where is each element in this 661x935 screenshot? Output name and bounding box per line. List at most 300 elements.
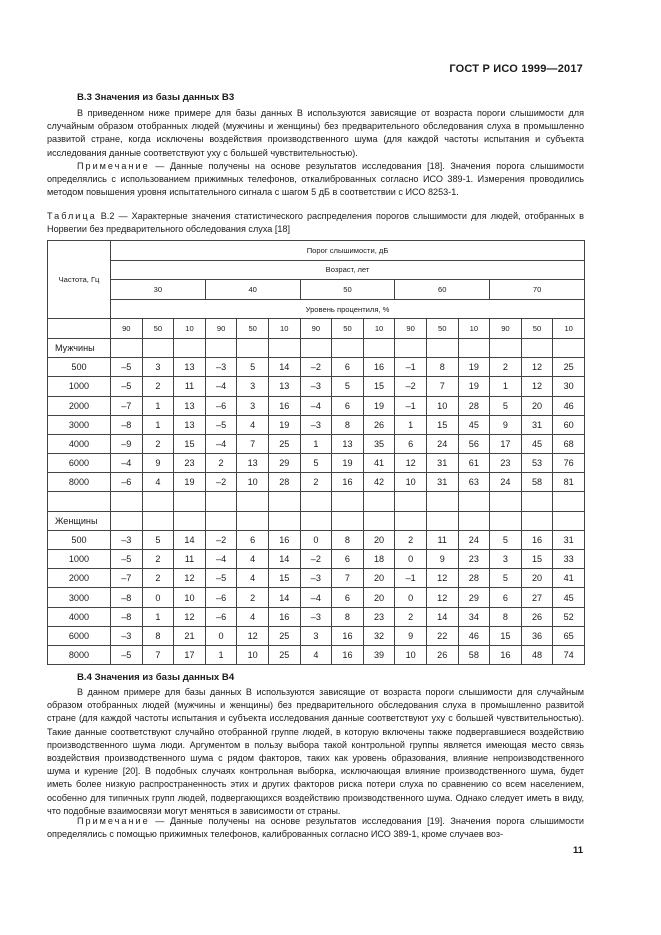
table-header-row xyxy=(48,299,585,319)
empty-cell xyxy=(300,338,332,357)
table-cell: 12 xyxy=(521,377,553,396)
table-cell: 10 xyxy=(395,645,427,664)
note-label: Примечание xyxy=(77,816,150,826)
table-cell: 23 xyxy=(490,454,522,473)
table-cell: –6 xyxy=(205,588,237,607)
table-cell: 2 xyxy=(142,550,174,569)
table-cell: 10 xyxy=(426,396,458,415)
empty-cell xyxy=(237,511,269,530)
table-cell: 4 xyxy=(237,550,269,569)
table-row xyxy=(48,550,585,569)
table-cell: 13 xyxy=(174,415,206,434)
table-cell: 16 xyxy=(332,626,364,645)
table-cell: 1 xyxy=(205,645,237,664)
table-cell: 16 xyxy=(332,645,364,664)
frequency-cell: 2000 xyxy=(48,569,111,588)
table-cell: 5 xyxy=(300,454,332,473)
note-text: — Данные получены на основе результатов исследования [19]. Значения порога слышимости определялись с помощью прижимных телефонов, калиброванных согласно ИСО 389-1, кроме случаев воз- xyxy=(47,816,584,840)
table-cell: 19 xyxy=(174,473,206,492)
frequency-cell: 1000 xyxy=(48,377,111,396)
table-cell: 39 xyxy=(363,645,395,664)
table-cell: –5 xyxy=(111,377,143,396)
table-cell: 12 xyxy=(174,607,206,626)
age-group-header: 70 xyxy=(490,280,585,300)
empty-cell xyxy=(426,338,458,357)
percentile-cell: 90 xyxy=(205,319,237,339)
table-cell: –2 xyxy=(395,377,427,396)
table-spacer-row xyxy=(48,492,585,511)
table-caption xyxy=(47,210,584,236)
table-cell: 1 xyxy=(490,377,522,396)
empty-cell xyxy=(553,338,585,357)
table-cell: –5 xyxy=(205,569,237,588)
table-cell: 8 xyxy=(332,530,364,549)
table-cell: 41 xyxy=(363,454,395,473)
empty-cell xyxy=(268,338,300,357)
table-cell: 15 xyxy=(490,626,522,645)
table-cell: 56 xyxy=(458,434,490,453)
percentile-cell: 10 xyxy=(363,319,395,339)
section-b4-heading: B.4 Значения из базы данных B4 xyxy=(77,672,235,683)
table-cell: –3 xyxy=(300,569,332,588)
table-cell: 14 xyxy=(174,530,206,549)
table-cell: 26 xyxy=(521,607,553,626)
table-cell: 5 xyxy=(237,358,269,377)
frequency-cell: 4000 xyxy=(48,607,111,626)
empty-cell xyxy=(363,492,395,511)
empty-cell xyxy=(48,319,111,339)
table-row xyxy=(48,358,585,377)
table-cell: 31 xyxy=(521,415,553,434)
table-cell: 9 xyxy=(426,550,458,569)
table-cell: 2 xyxy=(142,569,174,588)
age-header: Возраст, лет xyxy=(111,260,585,280)
table-cell: 53 xyxy=(521,454,553,473)
percentile-cell: 50 xyxy=(521,319,553,339)
table-cell: 5 xyxy=(490,530,522,549)
table-row xyxy=(48,626,585,645)
table-cell: 10 xyxy=(237,473,269,492)
table-cell: 23 xyxy=(458,550,490,569)
table-cell: 12 xyxy=(395,454,427,473)
table-cell: 24 xyxy=(490,473,522,492)
empty-cell xyxy=(490,511,522,530)
table-cell: 2 xyxy=(490,358,522,377)
table-cell: 13 xyxy=(174,358,206,377)
section-b3-paragraph: В приведенном ниже примере для базы данных B используются зависящие от возраста пороги слышимости для случайным образом отобранных людей (мужчины и женщины) без предварительного обследования слуха в промышленно развитой стране, когда исключены воздействия производственного шума (для каждой частоты испытания и субъекта исследования данные соответствуют уху с большей чувствительностью). xyxy=(47,108,584,158)
table-cell: 9 xyxy=(142,454,174,473)
table-cell: 3 xyxy=(300,626,332,645)
table-cell: –6 xyxy=(205,607,237,626)
table-cell: –5 xyxy=(111,645,143,664)
table-cell: 25 xyxy=(553,358,585,377)
table-cell: 14 xyxy=(268,588,300,607)
table-cell: 20 xyxy=(363,530,395,549)
table-cell: 26 xyxy=(426,645,458,664)
table-cell: 13 xyxy=(332,434,364,453)
table-cell: 0 xyxy=(395,550,427,569)
table-cell: –8 xyxy=(111,415,143,434)
table-cell: 12 xyxy=(174,569,206,588)
empty-cell xyxy=(521,338,553,357)
empty-cell xyxy=(174,492,206,511)
table-cell: 58 xyxy=(521,473,553,492)
table-cell: 46 xyxy=(553,396,585,415)
table-cell: 2 xyxy=(395,607,427,626)
frequency-column-header: Частота, Гц xyxy=(48,241,111,319)
percentile-cell: 10 xyxy=(553,319,585,339)
table-cell: 23 xyxy=(363,607,395,626)
empty-cell xyxy=(458,492,490,511)
table-row xyxy=(48,377,585,396)
table-cell: –4 xyxy=(111,454,143,473)
frequency-cell: 3000 xyxy=(48,588,111,607)
table-cell: 1 xyxy=(142,415,174,434)
table-cell: 30 xyxy=(553,377,585,396)
table-cell: 31 xyxy=(426,473,458,492)
table-cell: 17 xyxy=(490,434,522,453)
percentile-cell: 90 xyxy=(490,319,522,339)
table-cell: –1 xyxy=(395,358,427,377)
table-caption-label: Таблица xyxy=(47,211,97,221)
table-cell: 8 xyxy=(490,607,522,626)
table-cell: 2 xyxy=(300,473,332,492)
table-cell: 20 xyxy=(521,396,553,415)
age-group-header: 50 xyxy=(300,280,395,300)
frequency-cell: 500 xyxy=(48,530,111,549)
empty-cell xyxy=(395,492,427,511)
empty-cell xyxy=(458,511,490,530)
table-cell: 35 xyxy=(363,434,395,453)
table-cell: 19 xyxy=(458,377,490,396)
table-cell: 28 xyxy=(268,473,300,492)
table-cell: 16 xyxy=(268,530,300,549)
table-row xyxy=(48,434,585,453)
table-cell: 14 xyxy=(268,550,300,569)
table-cell: –2 xyxy=(300,358,332,377)
table-cell: 8 xyxy=(332,607,364,626)
table-cell: 13 xyxy=(237,454,269,473)
table-cell: 4 xyxy=(237,607,269,626)
table-row xyxy=(48,645,585,664)
empty-cell xyxy=(553,492,585,511)
empty-cell xyxy=(332,338,364,357)
table-cell: 2 xyxy=(142,434,174,453)
table-cell: –3 xyxy=(111,530,143,549)
table-cell: –4 xyxy=(205,550,237,569)
frequency-cell: 4000 xyxy=(48,434,111,453)
table-cell: 3 xyxy=(237,377,269,396)
empty-cell xyxy=(205,492,237,511)
empty-cell xyxy=(458,338,490,357)
table-cell: 4 xyxy=(300,645,332,664)
table-cell: 74 xyxy=(553,645,585,664)
table-header-row xyxy=(48,260,585,280)
table-cell: –2 xyxy=(300,550,332,569)
frequency-cell: 8000 xyxy=(48,645,111,664)
empty-cell xyxy=(553,511,585,530)
table-cell: –3 xyxy=(111,626,143,645)
page-number: 11 xyxy=(572,845,583,856)
table-cell: 9 xyxy=(395,626,427,645)
empty-cell xyxy=(332,511,364,530)
table-cell: 18 xyxy=(363,550,395,569)
table-cell: 6 xyxy=(332,358,364,377)
percentile-cell: 90 xyxy=(111,319,143,339)
empty-cell xyxy=(363,338,395,357)
empty-cell xyxy=(237,492,269,511)
table-row xyxy=(48,396,585,415)
table-cell: 7 xyxy=(426,377,458,396)
table-cell: 16 xyxy=(490,645,522,664)
table-cell: 3 xyxy=(142,358,174,377)
percentile-cell: 50 xyxy=(426,319,458,339)
empty-cell xyxy=(205,511,237,530)
empty-cell xyxy=(111,338,143,357)
table-cell: 6 xyxy=(332,396,364,415)
frequency-cell: 3000 xyxy=(48,415,111,434)
table-cell: 16 xyxy=(521,530,553,549)
threshold-header: Порог слышимости, дБ xyxy=(111,241,585,261)
table-cell: –6 xyxy=(205,396,237,415)
table-cell: 12 xyxy=(237,626,269,645)
table-cell: 13 xyxy=(268,377,300,396)
table-cell: 13 xyxy=(174,396,206,415)
table-cell: 22 xyxy=(426,626,458,645)
frequency-cell: 2000 xyxy=(48,396,111,415)
table-cell: –1 xyxy=(395,569,427,588)
table-cell: –3 xyxy=(300,377,332,396)
table-cell: 8 xyxy=(142,626,174,645)
note-text: — Данные получены на основе результатов исследования [18]. Значения порога слышимости определялись с использованием прижимных телефонов, откалиброванных согласно ИСО 389-1. Измерения проводились методом повышения уровня испытательного сигнала с шагом 5 дБ в соответствии с ИСО 8253-1. xyxy=(47,161,584,198)
table-cell: 10 xyxy=(237,645,269,664)
table-cell: –5 xyxy=(111,550,143,569)
table-cell: 20 xyxy=(363,569,395,588)
table-cell: 31 xyxy=(553,530,585,549)
table-header-row xyxy=(48,280,585,300)
hearing-threshold-table xyxy=(47,240,585,665)
table-cell: 24 xyxy=(458,530,490,549)
table-cell: 15 xyxy=(521,550,553,569)
table-cell: 14 xyxy=(268,358,300,377)
table-cell: 41 xyxy=(553,569,585,588)
table-cell: –5 xyxy=(205,415,237,434)
table-row xyxy=(48,569,585,588)
percentile-cell: 90 xyxy=(395,319,427,339)
table-cell: 25 xyxy=(268,645,300,664)
table-cell: 32 xyxy=(363,626,395,645)
table-cell: 11 xyxy=(426,530,458,549)
table-cell: 15 xyxy=(363,377,395,396)
table-cell: 16 xyxy=(268,607,300,626)
table-cell: 31 xyxy=(426,454,458,473)
table-cell: 11 xyxy=(174,377,206,396)
table-group-row xyxy=(48,511,585,530)
table-cell: 19 xyxy=(363,396,395,415)
table-cell: 4 xyxy=(237,569,269,588)
empty-cell xyxy=(490,338,522,357)
empty-cell xyxy=(205,338,237,357)
table-header-row xyxy=(48,241,585,261)
table-cell: 16 xyxy=(332,473,364,492)
empty-cell xyxy=(48,492,111,511)
table-cell: –4 xyxy=(205,434,237,453)
empty-cell xyxy=(142,338,174,357)
table-cell: –2 xyxy=(205,473,237,492)
table-cell: 9 xyxy=(490,415,522,434)
empty-cell xyxy=(426,492,458,511)
table-cell: 33 xyxy=(553,550,585,569)
age-group-header: 60 xyxy=(395,280,490,300)
section-b3-note xyxy=(47,160,584,200)
table-cell: –4 xyxy=(205,377,237,396)
table-cell: 45 xyxy=(553,588,585,607)
table-cell: 6 xyxy=(490,588,522,607)
table-cell: 25 xyxy=(268,626,300,645)
percentile-header: Уровень процентиля, % xyxy=(111,299,585,319)
table-cell: 58 xyxy=(458,645,490,664)
empty-cell xyxy=(174,511,206,530)
table-cell: 27 xyxy=(521,588,553,607)
table-cell: 4 xyxy=(237,415,269,434)
empty-cell xyxy=(300,492,332,511)
table-cell: 29 xyxy=(268,454,300,473)
table-cell: 2 xyxy=(395,530,427,549)
table-cell: 48 xyxy=(521,645,553,664)
table-cell: –3 xyxy=(300,607,332,626)
table-cell: 2 xyxy=(205,454,237,473)
table-cell: 60 xyxy=(553,415,585,434)
frequency-cell: 6000 xyxy=(48,626,111,645)
table-cell: 68 xyxy=(553,434,585,453)
percentile-cell: 50 xyxy=(142,319,174,339)
table-cell: 0 xyxy=(300,530,332,549)
table-row xyxy=(48,415,585,434)
section-b4-note xyxy=(47,815,584,841)
table-row xyxy=(48,607,585,626)
table-cell: 23 xyxy=(174,454,206,473)
table-cell: 7 xyxy=(332,569,364,588)
table-cell: 12 xyxy=(426,588,458,607)
percentile-cell: 50 xyxy=(237,319,269,339)
table-cell: 0 xyxy=(395,588,427,607)
table-cell: 24 xyxy=(426,434,458,453)
table-cell: 19 xyxy=(332,454,364,473)
percentile-cell: 50 xyxy=(332,319,364,339)
empty-cell xyxy=(521,511,553,530)
percentile-cell: 10 xyxy=(268,319,300,339)
table-cell: 15 xyxy=(268,569,300,588)
table-cell: –9 xyxy=(111,434,143,453)
group-label: Мужчины xyxy=(48,338,111,357)
table-cell: 15 xyxy=(174,434,206,453)
table-cell: –8 xyxy=(111,607,143,626)
empty-cell xyxy=(268,492,300,511)
table-cell: 1 xyxy=(300,434,332,453)
table-cell: 17 xyxy=(174,645,206,664)
empty-cell xyxy=(332,492,364,511)
percentile-cell: 10 xyxy=(458,319,490,339)
empty-cell xyxy=(300,511,332,530)
table-cell: –3 xyxy=(300,415,332,434)
table-cell: –4 xyxy=(300,396,332,415)
percentile-cell: 90 xyxy=(300,319,332,339)
table-cell: 6 xyxy=(237,530,269,549)
table-caption-text: B.2 — Характерные значения статистического распределения порогов слышимости для людей, отобранных в Норвегии без предварительного обследования слуха [18] xyxy=(47,211,584,235)
table-cell: 25 xyxy=(268,434,300,453)
table-cell: 2 xyxy=(237,588,269,607)
table-cell: –4 xyxy=(300,588,332,607)
table-cell: 10 xyxy=(395,473,427,492)
table-cell: 8 xyxy=(332,415,364,434)
table-cell: 28 xyxy=(458,569,490,588)
table-cell: 20 xyxy=(363,588,395,607)
table-cell: –7 xyxy=(111,396,143,415)
table-cell: 19 xyxy=(268,415,300,434)
empty-cell xyxy=(363,511,395,530)
empty-cell xyxy=(111,492,143,511)
note-label: Примечание xyxy=(77,161,150,171)
empty-cell xyxy=(490,492,522,511)
section-b3-heading: B.3 Значения из базы данных B3 xyxy=(77,92,235,103)
table-cell: 76 xyxy=(553,454,585,473)
table-row xyxy=(48,530,585,549)
table-cell: 5 xyxy=(142,530,174,549)
table-cell: 20 xyxy=(521,569,553,588)
table-cell: –8 xyxy=(111,588,143,607)
table-cell: 1 xyxy=(395,415,427,434)
empty-cell xyxy=(174,338,206,357)
table-cell: 3 xyxy=(237,396,269,415)
table-cell: 0 xyxy=(205,626,237,645)
percentile-cell: 10 xyxy=(174,319,206,339)
table-cell: 6 xyxy=(332,588,364,607)
group-label: Женщины xyxy=(48,511,111,530)
frequency-cell: 500 xyxy=(48,358,111,377)
table-cell: 1 xyxy=(142,607,174,626)
table-cell: 12 xyxy=(426,569,458,588)
table-cell: 10 xyxy=(174,588,206,607)
table-row xyxy=(48,473,585,492)
table-cell: 65 xyxy=(553,626,585,645)
age-group-header: 40 xyxy=(205,280,300,300)
table-cell: 26 xyxy=(363,415,395,434)
table-cell: 12 xyxy=(521,358,553,377)
table-cell: 11 xyxy=(174,550,206,569)
frequency-cell: 1000 xyxy=(48,550,111,569)
frequency-cell: 8000 xyxy=(48,473,111,492)
table-cell: 0 xyxy=(142,588,174,607)
table-cell: 4 xyxy=(142,473,174,492)
table-cell: 19 xyxy=(458,358,490,377)
frequency-cell: 6000 xyxy=(48,454,111,473)
table-cell: 21 xyxy=(174,626,206,645)
table-cell: 29 xyxy=(458,588,490,607)
table-cell: 15 xyxy=(426,415,458,434)
table-row xyxy=(48,588,585,607)
age-group-header: 30 xyxy=(111,280,206,300)
empty-cell xyxy=(111,511,143,530)
table-cell: –6 xyxy=(111,473,143,492)
table-cell: 61 xyxy=(458,454,490,473)
empty-cell xyxy=(142,492,174,511)
empty-cell xyxy=(237,338,269,357)
table-cell: 3 xyxy=(490,550,522,569)
table-cell: –5 xyxy=(111,358,143,377)
table-cell: 8 xyxy=(426,358,458,377)
empty-cell xyxy=(142,511,174,530)
table-cell: 7 xyxy=(142,645,174,664)
